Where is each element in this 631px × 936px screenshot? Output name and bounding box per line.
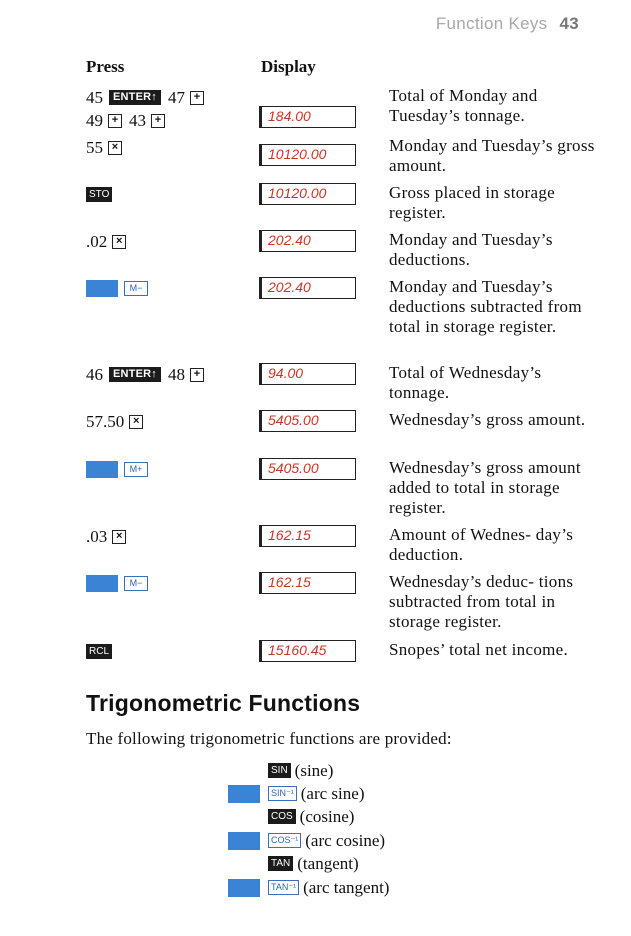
press-sequence xyxy=(86,525,126,548)
display-value: 10120.00 xyxy=(268,185,327,201)
press-sequence xyxy=(86,86,204,132)
memory-minus-key: M− xyxy=(124,576,148,591)
press-column-header: Press xyxy=(86,57,125,76)
multiply-key: × xyxy=(129,415,143,429)
sin-key: SIN xyxy=(268,763,291,778)
trig-label: (tangent) xyxy=(297,853,359,873)
page-header xyxy=(436,14,579,34)
number-entry: 47 xyxy=(168,88,185,107)
trig-label: (arc tangent) xyxy=(303,877,390,897)
trig-item xyxy=(268,852,359,875)
display-value: 202.40 xyxy=(268,279,311,295)
display-value: 162.15 xyxy=(268,527,311,543)
trig-label: (arc cosine) xyxy=(305,830,386,850)
press-line xyxy=(86,640,112,663)
number-entry: .02 xyxy=(86,232,108,251)
rcl-key: RCL xyxy=(86,644,112,659)
cos-inverse-key: COS⁻¹ xyxy=(268,833,301,848)
press-line xyxy=(86,183,112,206)
press-sequence xyxy=(86,230,126,253)
press-line xyxy=(86,410,143,433)
number-entry: 46 xyxy=(86,365,103,384)
page-number: 43 xyxy=(559,14,579,33)
plus-key: + xyxy=(190,368,204,382)
section-intro: The following trigonometric functions are provided: xyxy=(86,729,452,748)
press-sequence xyxy=(86,640,112,663)
press-line xyxy=(86,458,148,481)
section-title: Trigonometric Functions xyxy=(86,690,361,716)
tan-inverse-key: TAN⁻¹ xyxy=(268,880,299,895)
row-description: Total of Monday and Tuesday’s tonnage. xyxy=(389,86,538,125)
section-name: Function Keys xyxy=(435,14,548,33)
sto-key: STO xyxy=(86,187,112,202)
press-sequence xyxy=(86,136,122,159)
display-readout xyxy=(259,144,356,166)
number-entry: 45 xyxy=(86,88,103,107)
number-entry: 43 xyxy=(129,111,146,130)
display-column-header: Display xyxy=(261,57,316,76)
trig-item xyxy=(268,759,333,782)
press-line xyxy=(86,572,148,595)
display-readout xyxy=(259,410,356,432)
display-value: 10120.00 xyxy=(268,146,327,162)
shift-key xyxy=(86,280,118,297)
row-description: Wednesday’s deduc- tions subtracted from total in storage register. xyxy=(389,572,574,631)
memory-minus-key: M− xyxy=(124,281,148,296)
shift-key xyxy=(228,832,260,850)
row-description: Amount of Wednes- day’s deduction. xyxy=(389,525,574,564)
display-readout xyxy=(259,458,356,480)
enter-key: ENTER↑ xyxy=(109,90,161,105)
row-description: Total of Wednesday’s tonnage. xyxy=(389,363,542,402)
number-entry: 57.50 xyxy=(86,412,125,431)
trig-item xyxy=(228,782,364,805)
display-readout xyxy=(259,230,356,252)
press-line xyxy=(86,136,122,159)
press-sequence xyxy=(86,183,112,206)
plus-key: + xyxy=(190,91,204,105)
plus-key: + xyxy=(108,114,122,128)
trig-label: (arc sine) xyxy=(300,783,365,803)
shift-key xyxy=(228,785,260,803)
shift-key xyxy=(86,461,118,478)
cos-key: COS xyxy=(268,809,296,824)
tan-key: TAN xyxy=(268,856,293,871)
number-entry: 48 xyxy=(168,365,185,384)
display-value: 94.00 xyxy=(268,365,304,381)
multiply-key: × xyxy=(112,530,126,544)
number-entry: .03 xyxy=(86,527,108,546)
trig-item xyxy=(268,805,354,828)
row-description: Snopes’ total net income. xyxy=(389,640,569,659)
sin-inverse-key: SIN⁻¹ xyxy=(268,786,297,801)
press-sequence xyxy=(86,572,148,595)
row-description: Gross placed in storage register. xyxy=(389,183,555,222)
display-value: 184.00 xyxy=(268,108,311,124)
memory-plus-key: M+ xyxy=(124,462,148,477)
enter-key: ENTER↑ xyxy=(109,367,161,382)
press-line xyxy=(86,277,148,300)
display-readout xyxy=(259,106,356,128)
row-description: Monday and Tuesday’s deductions subtracted from total in storage register. xyxy=(389,277,582,336)
display-readout xyxy=(259,277,356,299)
shift-key xyxy=(228,879,260,897)
multiply-key: × xyxy=(112,235,126,249)
plus-key: + xyxy=(151,114,165,128)
press-sequence xyxy=(86,458,148,481)
display-readout xyxy=(259,640,356,662)
press-sequence xyxy=(86,277,148,300)
display-value: 15160.45 xyxy=(268,642,327,658)
row-description: Wednesday’s gross amount. xyxy=(389,410,586,429)
number-entry: 49 xyxy=(86,111,103,130)
press-line xyxy=(86,525,126,548)
press-line xyxy=(86,230,126,253)
display-value: 202.40 xyxy=(268,232,311,248)
shift-key xyxy=(86,575,118,592)
display-value: 162.15 xyxy=(268,574,311,590)
number-entry: 55 xyxy=(86,138,103,157)
press-line xyxy=(86,363,204,386)
display-readout xyxy=(259,363,356,385)
press-line xyxy=(86,86,204,109)
display-readout xyxy=(259,525,356,547)
trig-item xyxy=(228,829,385,852)
display-readout xyxy=(259,183,356,205)
display-value: 5405.00 xyxy=(268,460,319,476)
row-description: Monday and Tuesday’s gross amount. xyxy=(389,136,595,175)
display-value: 5405.00 xyxy=(268,412,319,428)
row-description: Monday and Tuesday’s deductions. xyxy=(389,230,553,269)
trig-item xyxy=(228,876,389,899)
trig-label: (sine) xyxy=(294,760,334,780)
press-line xyxy=(86,109,204,132)
trig-label: (cosine) xyxy=(299,806,355,826)
press-sequence xyxy=(86,363,204,386)
display-readout xyxy=(259,572,356,594)
multiply-key: × xyxy=(108,141,122,155)
row-description: Wednesday’s gross amount added to total in storage register. xyxy=(389,458,581,517)
press-sequence xyxy=(86,410,143,433)
